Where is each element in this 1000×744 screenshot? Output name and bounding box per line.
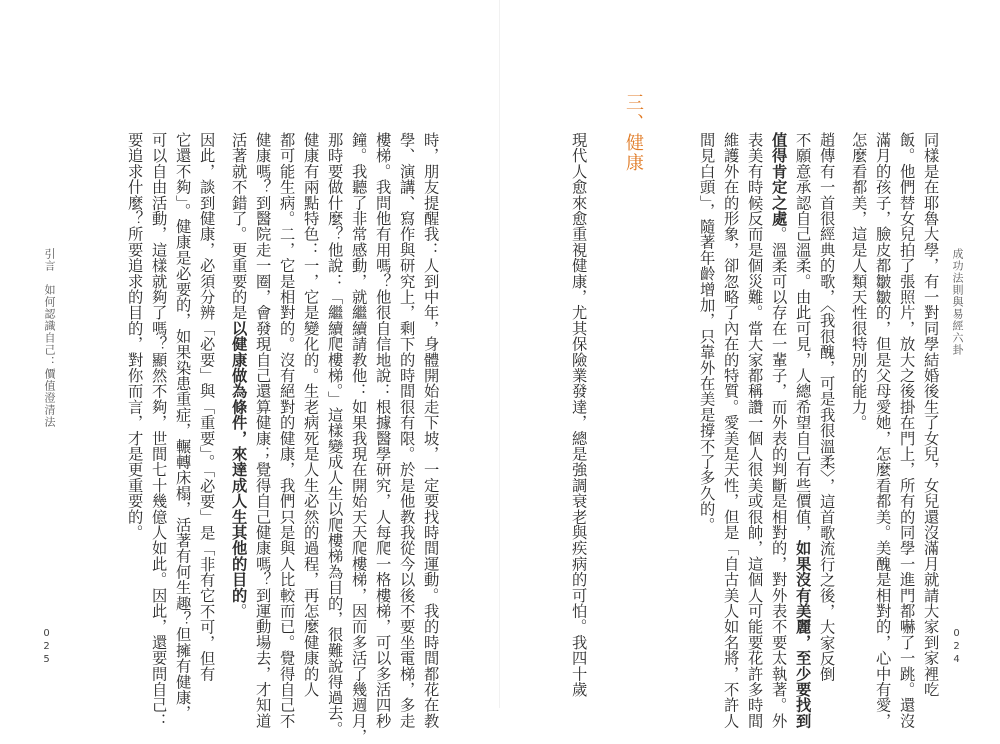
text-column: 它還不夠」。健康是必要的，如果染患重症，輾轉床榻，活著有何生趣？但擁有健康， [173, 132, 192, 721]
text-column: 可以自由活動，這樣就夠了嗎？顯然不夠，世間七十幾億人如此。因此，還要問自己： [149, 132, 168, 729]
text-column: 維護外在的形象，卻忽略了內在的特質。愛美是天性，但是「自古美人如名將，不許人 [721, 132, 740, 729]
text-run: 不願意承認自己溫柔。由此可見，人總希望自己有些價值， [793, 132, 812, 541]
emphasis-text: 如果沒有美麗，至少要找到 [793, 540, 812, 729]
text-run: 。 [229, 603, 248, 619]
text-run: 。溫柔可以存在一輩子，而外表的判斷是相對的，對外表不要太執著。外 [769, 226, 788, 729]
text-column [230, 132, 246, 619]
text-column: 那時要做什麼？他說：「繼續爬樓梯。」這樣變成人生以爬樓梯為目的，很難說得過去。 [325, 132, 344, 737]
text-run: 活著就不錯了。更重要的是 [229, 132, 248, 321]
text-column: 怎麼看都美，這是人類天性很特別的能力。 [849, 132, 868, 431]
text-column: 鐘。我聽了非常感動，就繼續請教他：如果我現在開始天天爬樓梯，因而多活了幾週月， [349, 132, 368, 744]
text-column: 現代人愈來愈重視健康，尤其保險業發達，總是強調衰老與疾病的可怕。我四十歲 [569, 132, 588, 698]
text-column: 表美有時候反而是個災難。當大家都稱讚一個人很美或很帥，這個人可能要花許多時間 [745, 132, 764, 729]
text-column: 時，朋友提醒我：人到中年，身體開始走下坡，一定要找時間運動。我的時間都花在教 [421, 132, 440, 729]
text-column: 同樣是在耶魯大學，有一對同學結婚後生了女兒，女兒還沒滿月就請大家到家裡吃 [921, 132, 940, 698]
text-column: 趙傳有一首很經典的歌，〈我很醜，可是我很溫柔〉，這首歌流行之後，大家反倒 [817, 132, 836, 682]
page-number-right: 024 [951, 628, 962, 667]
running-head-left: 引言 如何認識自己：價值澄清法 [43, 248, 56, 428]
text-column: 學、演講、寫作與研究上，剩下的時間很有限。於是他教我從今以後不要坐電梯，多走 [397, 132, 416, 729]
right-page [500, 0, 1000, 729]
text-column: 飯。他們替女兒拍了張照片，放大之後掛在門上，所有的同學一進門都嚇了一跳。還沒 [897, 132, 916, 729]
text-column: 健康有兩點特色：一，它是變化的。生老病死是人生必然的過程，再怎麼健康的人 [301, 132, 320, 698]
text-column: 因此，談到健康，必須分辨「必要」與「重要」。「必要」是「非有它不可，但有 [197, 132, 216, 682]
text-column: 都可能生病。二，它是相對的。沒有絕對的健康，我們只是與人比較而已。覺得自己不 [277, 132, 296, 729]
emphasis-text: 值得肯定之處 [769, 132, 788, 227]
running-head-right: 成功法則與易經六卦 [951, 248, 964, 356]
text-column: 健康嗎？到醫院走一圈，會發現自己還算健康；覺得自己健康嗎？到運動場去，才知道 [253, 132, 272, 729]
text-column [794, 132, 810, 729]
text-column: 樓梯。我問他有用嗎？他很自信地說：根據醫學研究，人每爬一格樓梯，可以多活四秒 [373, 132, 392, 729]
emphasis-text: 以健康做為條件，來達成人生其他的目的 [229, 320, 248, 604]
page-number-left: 025 [41, 628, 52, 667]
text-column: 要追求什麼？所要追求的目的，對你而言，才是更重要的。 [125, 132, 144, 541]
section-heading: 三、健康 [623, 93, 644, 173]
text-column: 間見白頭」，隨著年齡增加，只靠外在美是撐不了多久的。 [697, 132, 716, 533]
text-column [770, 132, 786, 729]
text-column: 滿月的孩子，臉皮都皺皺的，但是父母愛她，怎麼看都美。美醜是相對的，心中有愛， [873, 132, 892, 729]
